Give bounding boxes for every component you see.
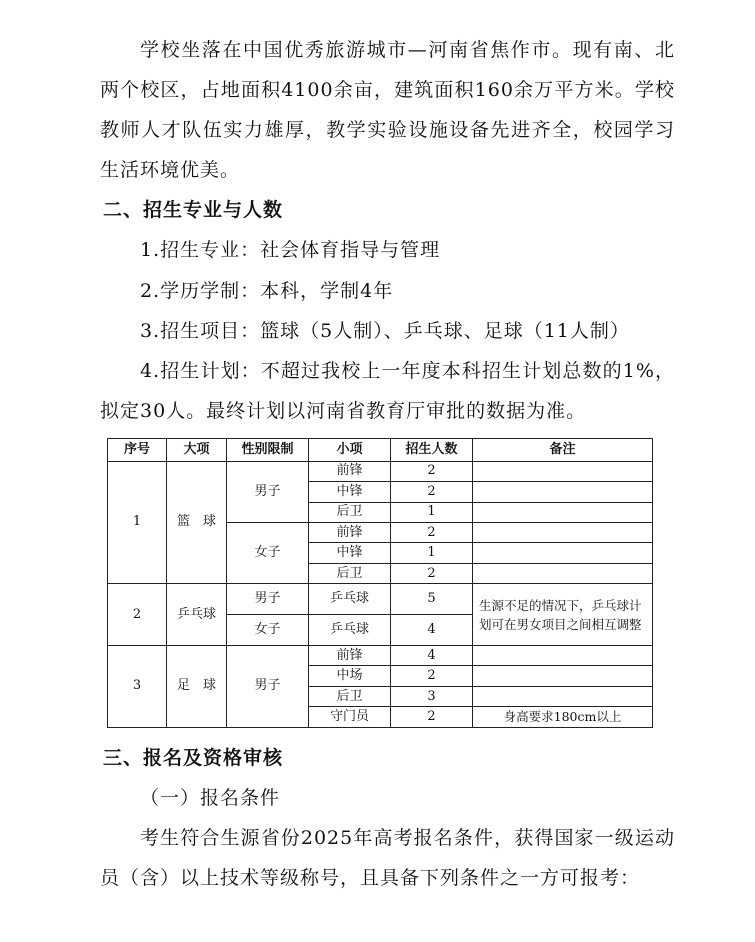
note-cell xyxy=(473,645,653,665)
event-cell: 前锋 xyxy=(309,645,391,665)
event-cell: 守门员 xyxy=(309,707,391,728)
header-gender: 性别限制 xyxy=(227,439,309,462)
event-cell: 乒乓球 xyxy=(309,584,391,615)
count-cell: 2 xyxy=(391,461,473,481)
section3-heading: 三、报名及资格审核 xyxy=(103,747,284,769)
count-cell: 2 xyxy=(391,707,473,728)
header-note: 备注 xyxy=(473,439,653,462)
count-cell: 2 xyxy=(391,563,473,583)
count-cell: 5 xyxy=(391,584,473,615)
note-cell xyxy=(473,461,653,481)
basketball-sport: 篮 球 xyxy=(167,461,227,584)
height-note-cell: 身高要求180cm以上 xyxy=(473,707,653,728)
header-event: 小项 xyxy=(309,439,391,462)
header-count: 招生人数 xyxy=(391,439,473,462)
basketball-no: 1 xyxy=(108,461,167,584)
major-line: 1.招生专业：社会体育指导与管理 xyxy=(140,239,441,261)
requirements-paragraph: 考生符合生源省份2025年高考报名条件，获得国家一级运动员（含）以上技术等级称号，且具备下列条件之一方可报考： xyxy=(100,827,675,889)
enrollment-table xyxy=(107,438,653,728)
football-no: 3 xyxy=(108,645,167,727)
header-no: 序号 xyxy=(108,439,167,462)
note-cell xyxy=(473,686,653,706)
table-header-row xyxy=(108,439,653,462)
header-sport: 大项 xyxy=(167,439,227,462)
pingpong-sport: 乒乓球 xyxy=(167,584,227,645)
event-cell: 乒乓球 xyxy=(309,615,391,646)
note-cell xyxy=(473,482,653,502)
event-cell: 后卫 xyxy=(309,502,391,522)
count-cell: 4 xyxy=(391,615,473,646)
count-cell: 1 xyxy=(391,543,473,563)
pingpong-male: 男子 xyxy=(227,584,309,615)
section2-heading: 二、招生专业与人数 xyxy=(103,199,284,221)
count-cell: 2 xyxy=(391,522,473,542)
event-cell: 前锋 xyxy=(309,522,391,542)
football-gender: 男子 xyxy=(227,645,309,727)
table-row xyxy=(108,645,653,665)
table-row xyxy=(108,461,653,481)
count-cell: 2 xyxy=(391,666,473,686)
note-cell xyxy=(473,543,653,563)
plan-paragraph: 4.招生计划：不超过我校上一年度本科招生计划总数的1%，拟定30人。最终计划以河南省教育厅审批的数据为准。 xyxy=(100,360,675,422)
section3-subheading: （一）报名条件 xyxy=(140,787,281,809)
count-cell: 1 xyxy=(391,502,473,522)
note-cell xyxy=(473,563,653,583)
event-cell: 后卫 xyxy=(309,563,391,583)
event-cell: 中锋 xyxy=(309,482,391,502)
pingpong-female: 女子 xyxy=(227,615,309,646)
count-cell: 3 xyxy=(391,686,473,706)
event-cell: 中场 xyxy=(309,666,391,686)
pingpong-no: 2 xyxy=(108,584,167,645)
note-cell xyxy=(473,502,653,522)
intro-paragraph: 学校坐落在中国优秀旅游城市—河南省焦作市。现有南、北两个校区，占地面积4100余亩，建筑面积160余万平方米。学校教师人才队伍实力雄厚，教学实验设施设备先进齐全，校园学习生活环境优美。 xyxy=(100,39,675,181)
basketball-male: 男子 xyxy=(227,461,309,522)
pingpong-note: 生源不足的情况下，乒乓球计划可在男女项目之间相互调整 xyxy=(473,584,653,645)
event-cell: 前锋 xyxy=(309,461,391,481)
note-cell xyxy=(473,666,653,686)
note-cell xyxy=(473,522,653,542)
football-sport: 足 球 xyxy=(167,645,227,727)
event-cell: 后卫 xyxy=(309,686,391,706)
events-line: 3.招生项目：篮球（5人制）、乒乓球、足球（11人制） xyxy=(140,320,630,342)
count-cell: 2 xyxy=(391,482,473,502)
event-cell: 中锋 xyxy=(309,543,391,563)
basketball-female: 女子 xyxy=(227,522,309,583)
duration-line: 2.学历学制：本科，学制4年 xyxy=(140,280,394,302)
table-row xyxy=(108,584,653,615)
count-cell: 4 xyxy=(391,645,473,665)
